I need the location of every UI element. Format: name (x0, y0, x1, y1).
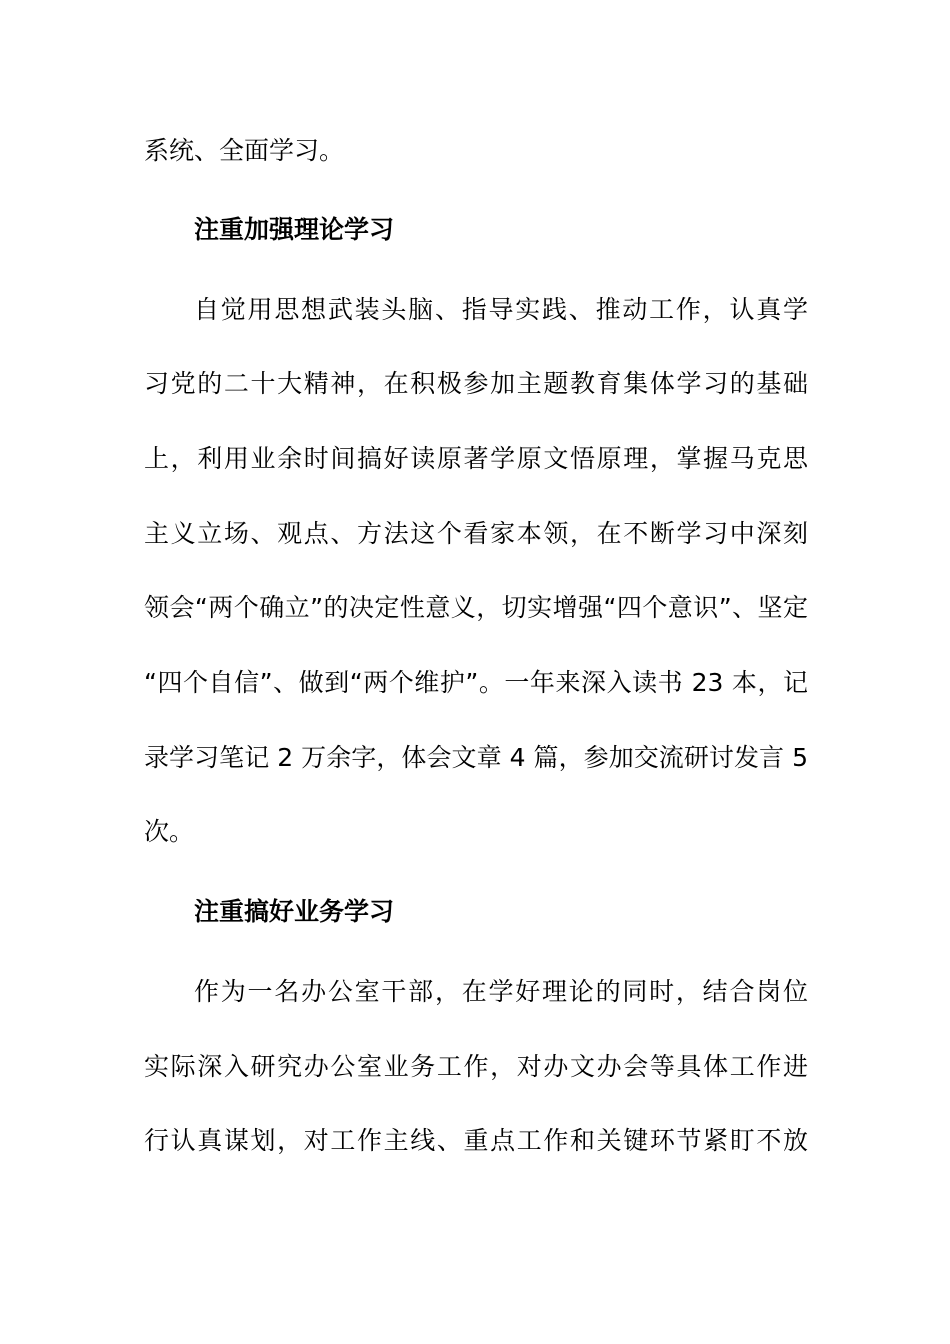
paragraph-line: 自觉用思想武装头脑、指导实践、推动工作，认真学 (194, 295, 808, 324)
paragraph-line: 次。 (144, 817, 195, 846)
paragraph-line: 上，利用业余时间搞好读原著学原文悟原理，掌握马克思 (144, 444, 808, 473)
paragraph-line: “四个自信”、做到“两个维护”。一年来深入读书 23 本，记 (144, 668, 808, 697)
section-heading-business: 注重搞好业务学习 (194, 897, 395, 926)
paragraph-line: 实际深入研究办公室业务工作，对办文办会等具体工作进 (144, 1052, 808, 1081)
paragraph-line: 领会“两个确立”的决定性意义，切实增强“四个意识”、坚定 (144, 593, 808, 622)
paragraph-line: 习党的二十大精神，在积极参加主题教育集体学习的基础 (144, 369, 808, 398)
paragraph-line: 系统、全面学习。 (144, 136, 345, 165)
paragraph-line: 行认真谋划，对工作主线、重点工作和关键环节紧盯不放 (144, 1126, 808, 1155)
paragraph-line: 主义立场、观点、方法这个看家本领，在不断学习中深刻 (144, 519, 808, 548)
paragraph-line: 作为一名办公室干部，在学好理论的同时，结合岗位 (194, 977, 808, 1006)
section-heading-theory: 注重加强理论学习 (194, 215, 395, 244)
paragraph-line: 录学习笔记 2 万余字，体会文章 4 篇，参加交流研讨发言 5 (144, 743, 808, 772)
